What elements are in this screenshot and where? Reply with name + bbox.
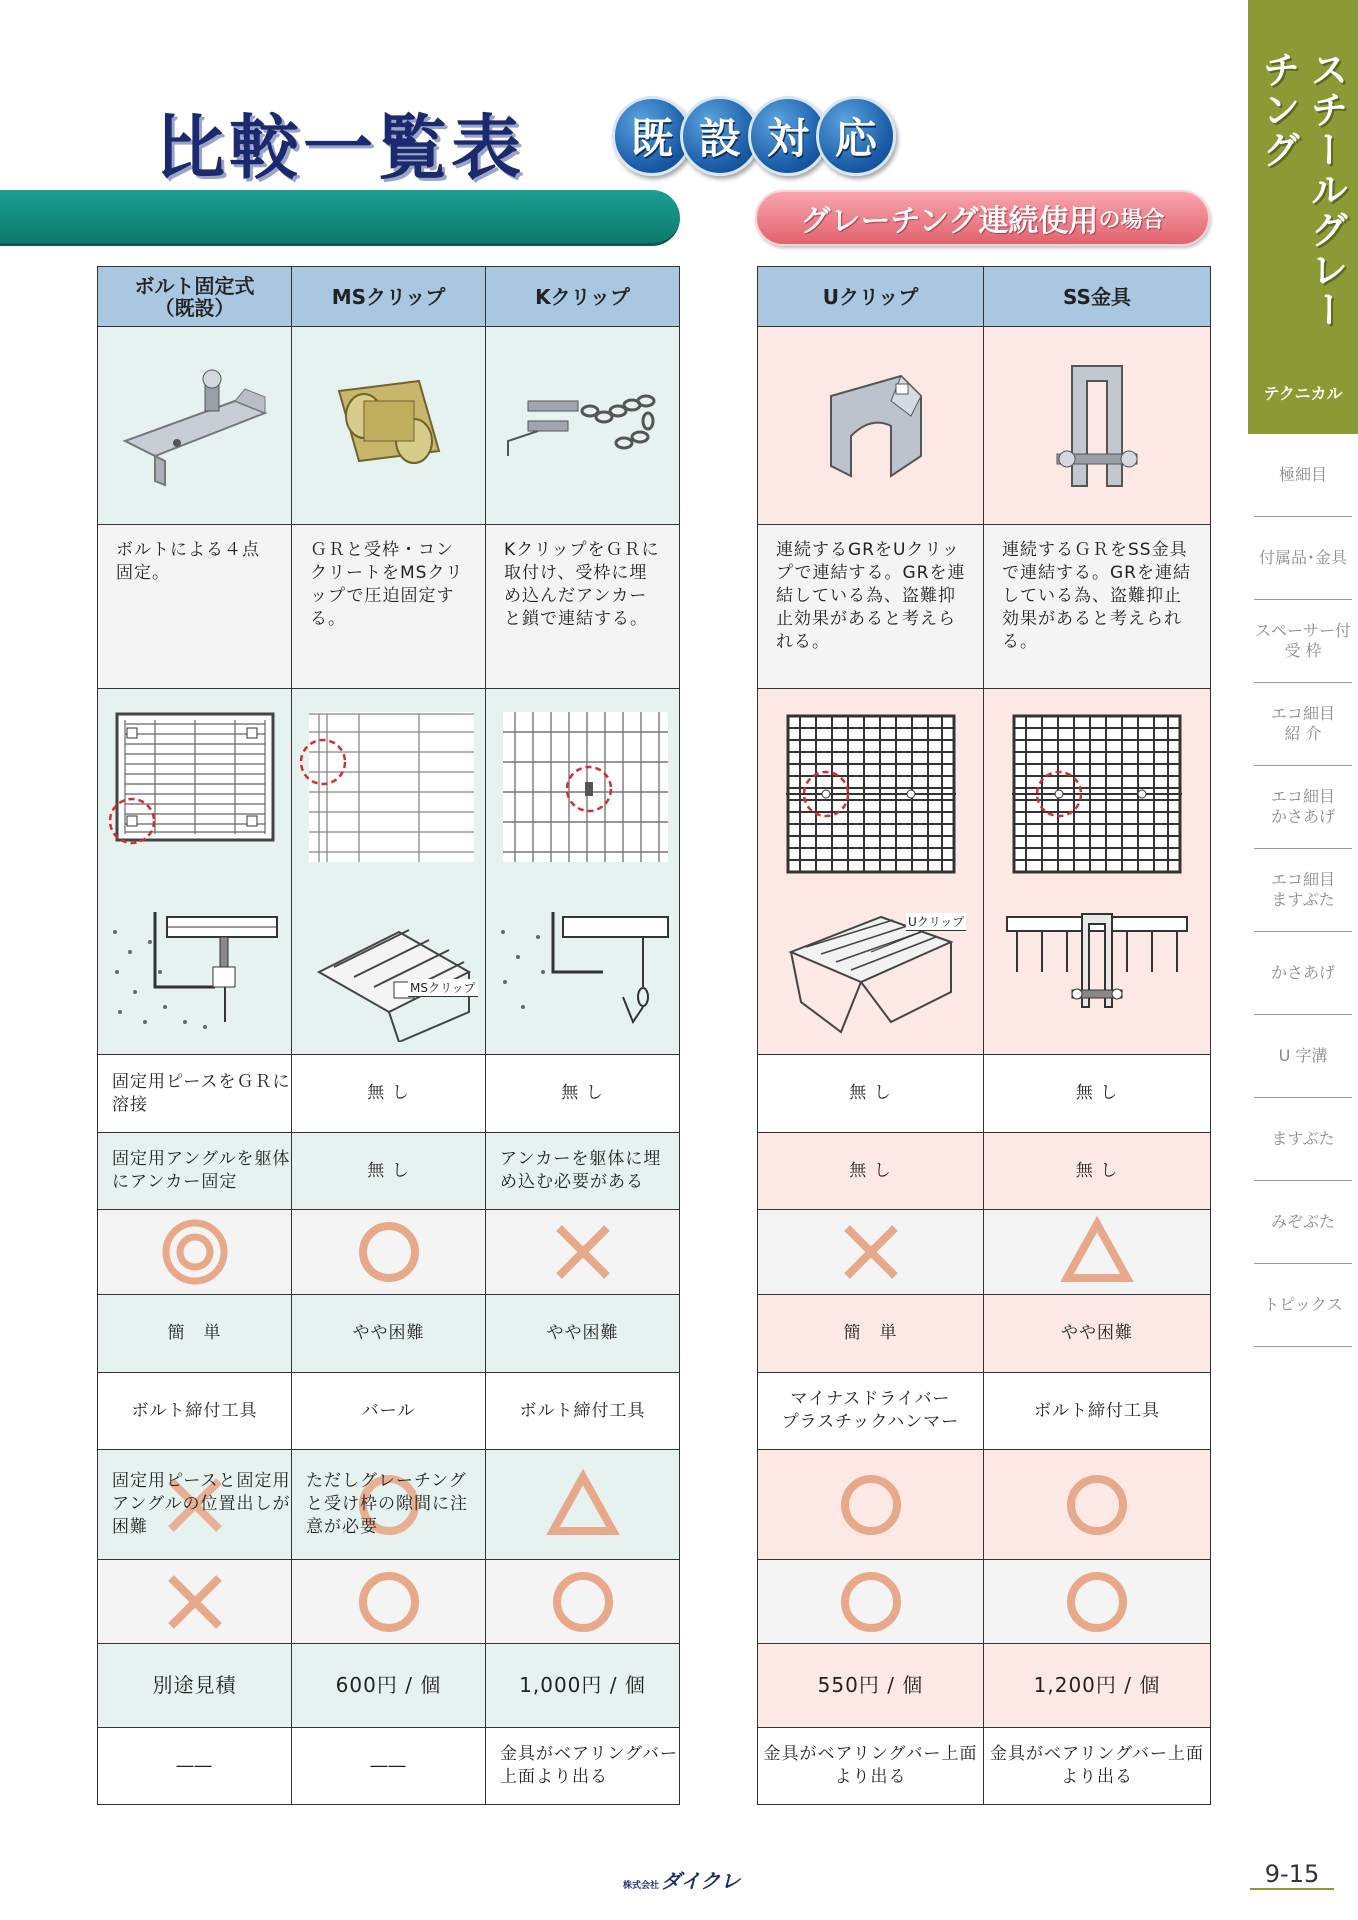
desc-u-clip: 連続するGRをUクリップで連結する。GRを連結している為、盗難抑止効果があると考えられる。: [758, 525, 984, 689]
table-row-rating-1: [758, 1210, 1211, 1295]
badge-group: [612, 96, 884, 176]
table-row-note: [98, 1728, 680, 1805]
cell-tool-ms: バール: [292, 1373, 486, 1450]
teal-header-bar: [0, 190, 680, 246]
cell-ease-ms: やや困難: [292, 1295, 486, 1373]
cell-price-bolt: 別途見積: [98, 1644, 292, 1728]
side-nav-item[interactable]: かさあげ: [1254, 932, 1352, 1015]
table-row-ease: [98, 1295, 680, 1373]
cell-weld-piece-u: 無 し: [758, 1055, 984, 1133]
ss-fitting-icon: [1017, 346, 1177, 506]
page-number: 9-15: [1250, 1860, 1334, 1890]
cell-weld-piece-ms: 無 し: [292, 1055, 486, 1133]
k-clip-chain-icon: [498, 361, 668, 491]
badge-ki: 既: [612, 96, 692, 176]
side-nav-item[interactable]: 極細目: [1254, 434, 1352, 517]
table-row-ease: [758, 1295, 1211, 1373]
pill-main-text: グレーチング連続使用: [800, 204, 1099, 239]
side-nav-item-technical[interactable]: テクニカル: [1248, 350, 1358, 434]
cell-rating3-ms: [292, 1560, 486, 1644]
header-bolt-fixed: ボルト固定式 （既設）: [98, 267, 292, 327]
cell-ease-bolt: 簡 単: [98, 1295, 292, 1373]
pill-suffix-text: の場合: [1098, 207, 1165, 233]
double-circle-icon: [155, 1212, 235, 1292]
table-row-diagram: [758, 689, 1211, 1055]
cell-ease-k: やや困難: [486, 1295, 680, 1373]
cell-rating2-k: [486, 1450, 680, 1560]
bolt-fitting-icon: [115, 361, 275, 491]
cell-price-u: 550円 / 個: [758, 1644, 984, 1728]
desc-ss-fitting: 連続するＧＲをSS金具で連結する。GRを連結している為、盗難抑止効果があると考えられる。: [984, 525, 1211, 689]
cell-tool-k: ボルト締付工具: [486, 1373, 680, 1450]
table-row-photo: [758, 327, 1211, 525]
table-row-weld-piece: [98, 1055, 680, 1133]
table-row-anchor: [98, 1133, 680, 1210]
circle-icon: [349, 1212, 429, 1292]
cell-note-u: 金具がベアリングバー上面より出る: [758, 1728, 984, 1805]
table-row-description: [758, 525, 1211, 689]
circle-icon: [349, 1562, 429, 1642]
side-nav-header: [1248, 0, 1358, 350]
side-nav-list: [1248, 434, 1358, 1347]
comparison-table-continuous: [757, 266, 1211, 1805]
table-row-rating-3: [758, 1560, 1211, 1644]
cell-rating2-bolt: 固定用ピースと固定用アングルの位置出しが困難: [98, 1450, 292, 1560]
header-ms-clip: MSクリップ: [292, 267, 486, 327]
table-row-description: [98, 525, 680, 689]
diagram-u-clip: [758, 689, 984, 1055]
table-row-rating-2: [98, 1450, 680, 1560]
cell-anchor-k: アンカーを躯体に埋め込む必要がある: [486, 1133, 680, 1210]
page-title: 比較一覧表: [155, 107, 525, 189]
table-row-price: [758, 1644, 1211, 1728]
table-row-tool: [98, 1373, 680, 1450]
cross-icon: [543, 1212, 623, 1292]
cell-note-ms: ――: [292, 1728, 486, 1805]
diagram-bolt-fixed: [98, 689, 292, 1055]
cell-rating1-bolt: [98, 1210, 292, 1295]
photo-ss-fitting: [984, 327, 1211, 525]
cell-rating1-ss: [984, 1210, 1211, 1295]
cell-rating3-bolt: [98, 1560, 292, 1644]
side-nav-item[interactable]: エコ細目 紹 介: [1254, 683, 1352, 766]
table-row-price: [98, 1644, 680, 1728]
triangle-icon: [1057, 1212, 1137, 1292]
side-nav-title: スチールグレーチング: [1256, 50, 1348, 330]
side-nav-item[interactable]: U 字溝: [1254, 1015, 1352, 1098]
cell-rating3-k: [486, 1560, 680, 1644]
diagram-k-clip: [486, 689, 680, 1055]
ss-fitting-diagram: [997, 702, 1197, 1042]
cell-anchor-bolt: 固定用アングルを躯体にアンカー固定: [98, 1133, 292, 1210]
cell-tool-bolt: ボルト締付工具: [98, 1373, 292, 1450]
table-row-rating-1: [98, 1210, 680, 1295]
cross-icon: [155, 1562, 235, 1642]
cell-weld-piece-ss: 無 し: [984, 1055, 1211, 1133]
header-u-clip: Uクリップ: [758, 267, 984, 327]
desc-k-clip: KクリップをＧＲに取付け、受枠に埋め込んだアンカーと鎖で連結する。: [486, 525, 680, 689]
photo-u-clip: [758, 327, 984, 525]
header-ss-fitting: SS金具: [984, 267, 1211, 327]
circle-icon: [1057, 1465, 1137, 1545]
circle-icon: [831, 1562, 911, 1642]
u-clip-label: Uクリップ: [908, 915, 965, 929]
cell-rating1-u: [758, 1210, 984, 1295]
cell-anchor-u: 無 し: [758, 1133, 984, 1210]
bolt-fixed-diagram: [105, 702, 285, 1042]
ms-clip-label: MSクリップ: [410, 981, 476, 995]
continuous-use-pill: [755, 190, 1210, 246]
cell-anchor-ms: 無 し: [292, 1133, 486, 1210]
side-nav-item[interactable]: スペーサー付 受 枠: [1254, 600, 1352, 683]
cell-rating2-ss: [984, 1450, 1211, 1560]
cell-rating3-ss: [984, 1560, 1211, 1644]
table-row-anchor: [758, 1133, 1211, 1210]
cross-icon: [831, 1212, 911, 1292]
desc-bolt-fixed: ボルトによる４点固定。: [98, 525, 292, 689]
cell-rating1-k: [486, 1210, 680, 1295]
cell-note-bolt: ――: [98, 1728, 292, 1805]
cell-tool-ss: ボルト締付工具: [984, 1373, 1211, 1450]
cell-note-ss: 金具がベアリングバー上面より出る: [984, 1728, 1211, 1805]
cell-tool-u: マイナスドライバー プラスチックハンマー: [758, 1373, 984, 1450]
diagram-ss-fitting: [984, 689, 1211, 1055]
header-k-clip: Kクリップ: [486, 267, 680, 327]
badge-tai: 対: [748, 96, 828, 176]
comparison-table-existing: [97, 266, 680, 1805]
photo-bolt-fixed: [98, 327, 292, 525]
table-header-row: [98, 267, 680, 327]
ms-clip-icon: [309, 361, 469, 491]
cell-rating2-u: [758, 1450, 984, 1560]
cell-price-ss: 1,200円 / 個: [984, 1644, 1211, 1728]
table-row-tool: [758, 1373, 1211, 1450]
cell-weld-piece-bolt: 固定用ピースをＧＲに溶接: [98, 1055, 292, 1133]
cell-ease-ss: やや困難: [984, 1295, 1211, 1373]
side-nav: [1248, 0, 1358, 1920]
badge-setsu: 設: [680, 96, 760, 176]
u-clip-diagram: [771, 702, 971, 1042]
circle-icon: [831, 1465, 911, 1545]
side-nav-item[interactable]: 付属品･金具: [1254, 517, 1352, 600]
side-nav-item[interactable]: トピックス: [1254, 1264, 1352, 1347]
diagram-ms-clip: [292, 689, 486, 1055]
circle-icon: [1057, 1562, 1137, 1642]
cell-note-k: 金具がベアリングバー上面より出る: [486, 1728, 680, 1805]
triangle-icon: [543, 1465, 623, 1545]
circle-icon: [543, 1562, 623, 1642]
side-nav-item[interactable]: みぞぶた: [1254, 1181, 1352, 1264]
side-nav-item[interactable]: エコ細目 ますぶた: [1254, 849, 1352, 932]
table-row-weld-piece: [758, 1055, 1211, 1133]
table-row-photo: [98, 327, 680, 525]
u-clip-icon: [791, 356, 951, 496]
cell-ease-u: 簡 単: [758, 1295, 984, 1373]
table-row-rating-3: [98, 1560, 680, 1644]
table-header-row: [758, 267, 1211, 327]
side-nav-item[interactable]: ますぶた: [1254, 1098, 1352, 1181]
badge-ou: 応: [816, 96, 896, 176]
cell-rating2-ms: ただしグレーチングと受け枠の隙間に注意が必要: [292, 1450, 486, 1560]
table-row-diagram: [98, 689, 680, 1055]
cell-rating3-u: [758, 1560, 984, 1644]
cell-price-ms: 600円 / 個: [292, 1644, 486, 1728]
photo-ms-clip: [292, 327, 486, 525]
side-nav-item[interactable]: エコ細目 かさあげ: [1254, 766, 1352, 849]
k-clip-diagram: [493, 702, 673, 1042]
company-logo: 株式会社 ダイクレ: [623, 1869, 741, 1893]
cell-anchor-ss: 無 し: [984, 1133, 1211, 1210]
photo-k-clip: [486, 327, 680, 525]
table-row-note: [758, 1728, 1211, 1805]
cell-weld-piece-k: 無 し: [486, 1055, 680, 1133]
desc-ms-clip: ＧＲと受枠・コンクリートをMSクリップで圧迫固定する。: [292, 525, 486, 689]
cell-price-k: 1,000円 / 個: [486, 1644, 680, 1728]
cell-rating1-ms: [292, 1210, 486, 1295]
table-row-rating-2: [758, 1450, 1211, 1560]
